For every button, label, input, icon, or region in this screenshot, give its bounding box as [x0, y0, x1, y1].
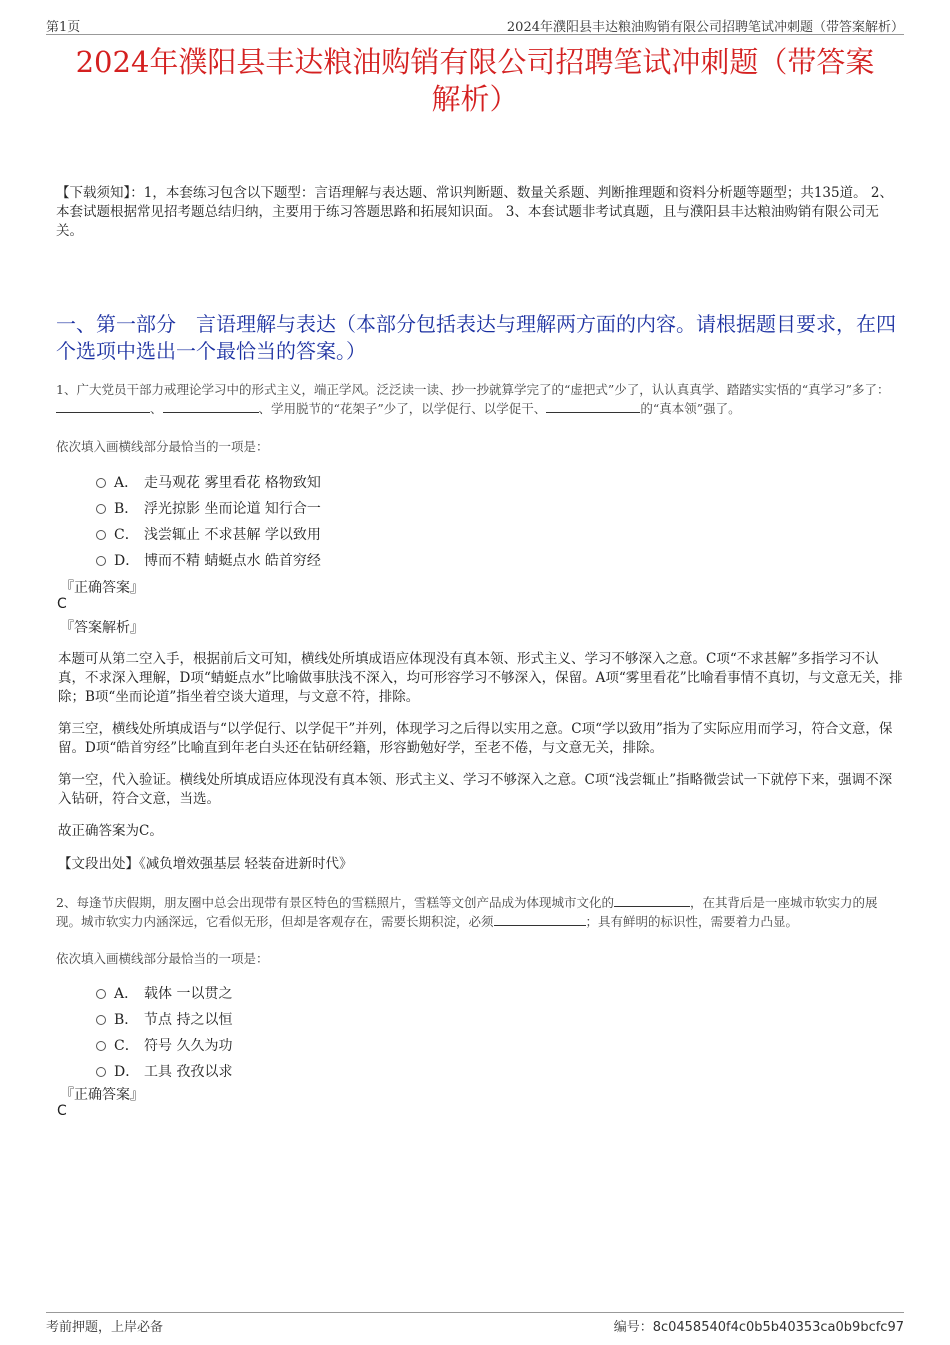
document-title [46, 44, 904, 118]
q1-text-end: 的“真本领”强了。 [640, 401, 741, 416]
option-letter: D． [114, 553, 140, 569]
option-letter: C． [114, 1038, 139, 1054]
radio-icon[interactable] [96, 504, 106, 514]
page-footer [46, 1312, 904, 1333]
q1-text-a: 1、广大党员干部力戒理论学习中的形式主义，端正学风。泛泛读一读、抄一抄就算学完了的“虚把式”少了，认认真真学、踏踏实实悟的“真学习”多了： [56, 382, 890, 397]
q2-text-a: 2、每逢节庆假期，朋友圈中总会出现带有景区特色的雪糕照片，雪糕等文创产品成为体现城市文化的 [56, 895, 614, 910]
radio-icon[interactable] [96, 1015, 106, 1025]
title-line-1: 2024年濮阳县丰达粮油购销有限公司招聘笔试冲刺题（带答案 [75, 45, 875, 79]
section-heading: 一、第一部分 言语理解与表达（本部分包括表达与理解两方面的内容。请根据题目要求，在四个选项中选出一个最恰当的答案。） [56, 312, 896, 363]
option-letter: B． [114, 501, 139, 517]
q1-sep-1: 、 [150, 401, 163, 416]
radio-icon[interactable] [96, 1067, 106, 1077]
option-letter: D． [114, 1064, 140, 1080]
option-text: 符号 久久为功 [144, 1038, 233, 1054]
footer-code-value: 8c0458540f4c0b5b40353ca0b9bcfc97 [652, 1320, 904, 1335]
q1-analysis-para-2: 第三空，横线处所填成语与“以学促行、以学促干”并列，体现学习之后得以实用之意。C项“学以致用”指为了实际应用而学习，符合文意，保留。D项“皓首穷经”比喻直到年老白头还在钻研经籍，形容勤勉好学，至老不倦，与文意无关，排除。 [58, 721, 893, 756]
option-text: 载体 一以贯之 [144, 986, 233, 1002]
q1-answer-label: 『正确答案』 [60, 580, 144, 596]
q1-blank-3 [546, 399, 640, 413]
footer-code [614, 1316, 904, 1335]
title-line-2: 解析） [431, 82, 519, 116]
q1-analysis-para-3: 第一空，代入验证。横线处所填成语应体现没有真本领、形式主义、学习不够深入之意。C项“浅尝辄止”指略微尝试一下就停下来，强调不深入钻研，符合文意，当选。 [58, 772, 893, 807]
q1-blank-1 [56, 399, 150, 413]
option-text: 浮光掠影 坐而论道 知行合一 [144, 501, 321, 517]
footer-code-label: 编号： [613, 1320, 653, 1335]
radio-icon[interactable] [96, 478, 106, 488]
q1-answer-value: C [57, 596, 67, 612]
question-1-stem [56, 380, 902, 418]
option-text: 走马观花 雾里看花 格物致知 [144, 475, 321, 491]
option-text: 博而不精 蜻蜓点水 皓首穷经 [144, 553, 321, 569]
header-doc-name: 2024年濮阳县丰达粮油购销有限公司招聘笔试冲刺题（带答案解析） [506, 20, 904, 35]
q2-blank-1 [614, 893, 690, 907]
radio-icon[interactable] [96, 530, 106, 540]
radio-icon[interactable] [96, 556, 106, 566]
q2-text-c: ；具有鲜明的标识性，需要着力凸显。 [585, 914, 799, 929]
option-text: 工具 孜孜以求 [144, 1064, 233, 1080]
q2-text-b: ，在其背后是一座城市软实力的展现。城市软实力内涵深远，它看似无形，但却是客观存在，需要长期积淀，必须 [56, 895, 878, 929]
q1-analysis-para-4: 故正确答案为C。 [58, 823, 163, 839]
option-text: 节点 持之以恒 [144, 1012, 233, 1028]
radio-icon[interactable] [96, 1041, 106, 1051]
footer-slogan: 考前押题，上岸必备 [46, 1320, 164, 1335]
option-letter: C． [114, 527, 139, 543]
page-header [46, 14, 904, 35]
q1-analysis-para-1: 本题可从第二空入手，根据前后文可知，横线处所填成语应体现没有真本领、形式主义、学习不够深入之意。C项“不求甚解”多指学习不认真，不求深入理解，D项“蜻蜓点水”比喻做事肤浅不深入，均可形容学习不够深入，保留。A项“雾里看花”比喻看事情不真切，与文意无关，排除；B项“坐而论道”指坐着空谈大道理，与文意不符，排除。 [58, 651, 903, 705]
q1-analysis-label: 『答案解析』 [60, 620, 144, 636]
option-letter: A． [114, 475, 139, 491]
option-letter: B． [114, 1012, 139, 1028]
option-text: 浅尝辄止 不求甚解 学以致用 [144, 527, 321, 543]
page-number: 第1页 [46, 20, 81, 35]
q1-blank-2 [163, 399, 259, 413]
q2-instruction: 依次填入画横线部分最恰当的一项是： [56, 951, 269, 966]
question-2-stem [56, 893, 902, 931]
q1-sep-2: 、学用脱节的“花架子”少了，以学促行、以学促干、 [258, 401, 547, 416]
q2-answer-value: C [57, 1103, 67, 1119]
download-notice: 【下载须知】：1，本套练习包含以下题型：言语理解与表达题、常识判断题、数量关系题、判断推理题和资料分析题等题型；共135道。 2、本套试题根据常见招考题总结归纳，主要用于练习答题思路和拓展知识面。 3、本套试题非考试真题，且与濮阳县丰达粮油购销有限公司无关。 [56, 185, 893, 239]
radio-icon[interactable] [96, 989, 106, 999]
q2-blank-2 [494, 912, 586, 926]
q1-instruction: 依次填入画横线部分最恰当的一项是： [56, 439, 269, 454]
option-letter: A． [114, 986, 139, 1002]
q2-answer-label: 『正确答案』 [60, 1087, 144, 1103]
q1-source: 【文段出处】《减负增效强基层 轻装奋进新时代》 [58, 856, 353, 872]
